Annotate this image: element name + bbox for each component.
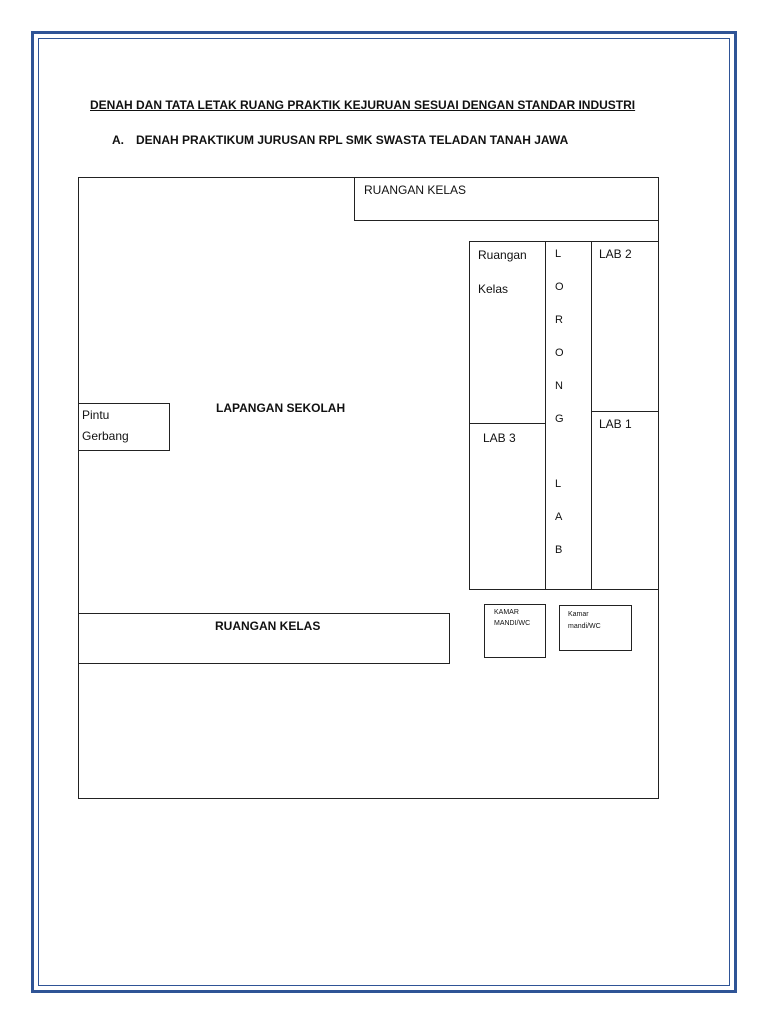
side-classroom-label-line2: Kelas xyxy=(478,282,509,296)
main-gate-label-line1: Pintu xyxy=(82,408,110,422)
floor-plan-outline xyxy=(78,177,659,799)
lorong-letter: G xyxy=(555,413,564,425)
restroom-2-label-line2: mandi/WC xyxy=(568,623,601,630)
lorong-letter: O xyxy=(555,281,564,293)
restroom-1-label-line1: KAMAR xyxy=(494,609,519,616)
lorong-letter: L xyxy=(555,478,562,490)
top-classroom-bottom-wall xyxy=(354,220,659,221)
main-gate-label-line2: Gerbang xyxy=(82,429,129,443)
lab-block-bottom-wall xyxy=(469,589,659,590)
side-classroom-label-line1: Ruangan xyxy=(478,248,527,262)
document-heading: DENAH DAN TATA LETAK RUANG PRAKTIK KEJURUAN SESUAI DENGAN STANDAR INDUSTRI xyxy=(90,98,636,112)
lorong-right-wall xyxy=(591,241,592,589)
lab1-label: LAB 1 xyxy=(599,417,632,431)
lorong-letter: N xyxy=(555,380,563,392)
lab-block-left-wall xyxy=(469,241,470,589)
lab-block-top-wall xyxy=(469,241,659,242)
lorong-letter: A xyxy=(555,511,563,523)
bottom-classroom-label: RUANGAN KELAS xyxy=(215,619,321,633)
section-title: DENAH PRAKTIKUM JURUSAN RPL SMK SWASTA TELADAN TANAH JAWA xyxy=(136,133,569,147)
lorong-letter: L xyxy=(555,248,562,260)
lorong-letter: B xyxy=(555,544,563,556)
lab2-label: LAB 2 xyxy=(599,247,632,261)
classroom-lab3-divider xyxy=(469,423,545,424)
school-field-label: LAPANGAN SEKOLAH xyxy=(216,401,346,415)
section-marker: A. xyxy=(112,133,124,147)
lab3-label: LAB 3 xyxy=(483,431,516,445)
lab2-lab1-divider xyxy=(591,411,659,412)
lorong-letter: O xyxy=(555,347,564,359)
restroom-1-label-line2: MANDI/WC xyxy=(494,620,531,627)
lorong-letter: R xyxy=(555,314,563,326)
lorong-left-wall xyxy=(545,241,546,589)
top-classroom-left-wall xyxy=(354,177,355,220)
top-classroom-label: RUANGAN KELAS xyxy=(364,183,467,197)
restroom-2-label-line1: Kamar xyxy=(568,611,589,618)
